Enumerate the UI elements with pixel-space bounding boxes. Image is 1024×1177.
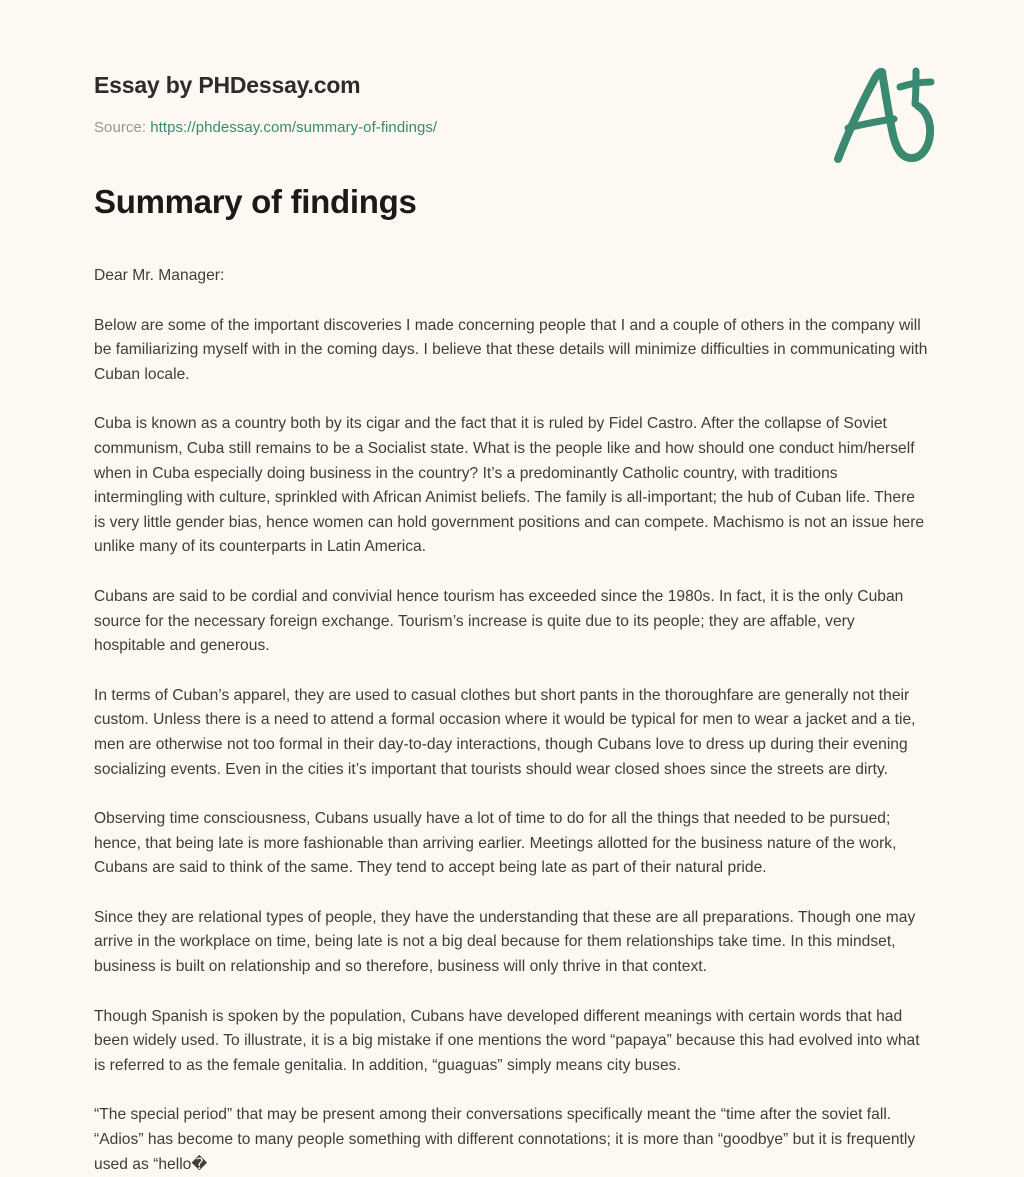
paragraph-time-consciousness: Observing time consciousness, Cubans usually have a lot of time to do for all the things that needed to be pursued; hence, that being late is more fashionable than arriving earlier. Meetings allotted for the business nature of the work, Cubans are said to think of the same. They tend to accept being late as part of their natural pride.: [94, 810, 897, 877]
paragraph-special-period: “The special period” that may be present among their conversations specifically meant the “time after the soviet fall. “Adios” has become to many people something with different connotations; it is more than “goodbye” but it is frequently used as “hello�: [94, 1106, 916, 1173]
a-plus-grade-logo-icon: [826, 62, 946, 167]
paragraph-language: Though Spanish is spoken by the population, Cubans have developed different meanings with certain words that had been widely used. To illustrate, it is a big mistake if one mentions the word “papaya” because this had evolved into what is referred to as the female genitalia. In addition, “guaguas” simply means city buses.: [94, 1007, 920, 1074]
paragraph-tourism: Cubans are said to be cordial and convivial hence tourism has exceeded since the 1980s. In fact, it is the only Cuban source for the necessary foreign exchange. Tourism’s increase is quite due to its people; they are affable, very hospitable and generous.: [94, 587, 904, 655]
source-line: [94, 117, 930, 139]
page-title: Summary of findings: [94, 183, 417, 220]
paragraph-salutation: Dear Mr. Manager:: [94, 267, 225, 284]
paragraph-relationships: Since they are relational types of people, they have the understanding that these are all preparations. Though one may arrive in the workplace on time, being late is not a big deal because for them relationships take time. In this mindset, business is built on relationship and so therefore, business will only thrive in that context.: [94, 908, 916, 976]
paragraph-cuba-overview: Cuba is known as a country both by its cigar and the fact that it is ruled by Fidel Castro. After the collapse of Soviet communism, Cuba still remains to be a Socialist state. What is the people like and how should one conduct him/herself when in Cuba especially doing business in the country? It’s a predominantly Catholic country, with traditions intermingling with culture, sprinkled with African Animist beliefs. The family is all-important; the hub of Cuban life. There is very little gender bias, hence women can hold government positions and can compete. Machismo is not an issue here unlike many of its counterparts in Latin America.: [94, 415, 925, 556]
page-header: [0, 0, 1024, 180]
brand-title: Essay by PHDessay.com: [94, 72, 361, 98]
paragraph-intro: Below are some of the important discoveries I made concerning people that I and a couple of others in the company will be familiarizing myself with in the coming days. I believe that these details will minimize difficulties in communicating with Cuban locale.: [94, 316, 928, 383]
source-url-link[interactable]: https://phdessay.com/summary-of-findings/: [150, 119, 438, 136]
essay-body: [0, 264, 1024, 1177]
paragraph-apparel: In terms of Cuban’s apparel, they are used to casual clothes but short pants in the thoroughfare are generally not their custom. Unless there is a need to attend a formal occasion where it would be typical for men to wear a jacket and a tie, men are otherwise not too formal in their day-to-day interactions, though Cubans love to dress up during their evening socializing events. Even in the cities it’s important that tourists should wear closed shoes since the streets are dirty.: [94, 686, 916, 778]
source-label: Source:: [94, 119, 147, 136]
